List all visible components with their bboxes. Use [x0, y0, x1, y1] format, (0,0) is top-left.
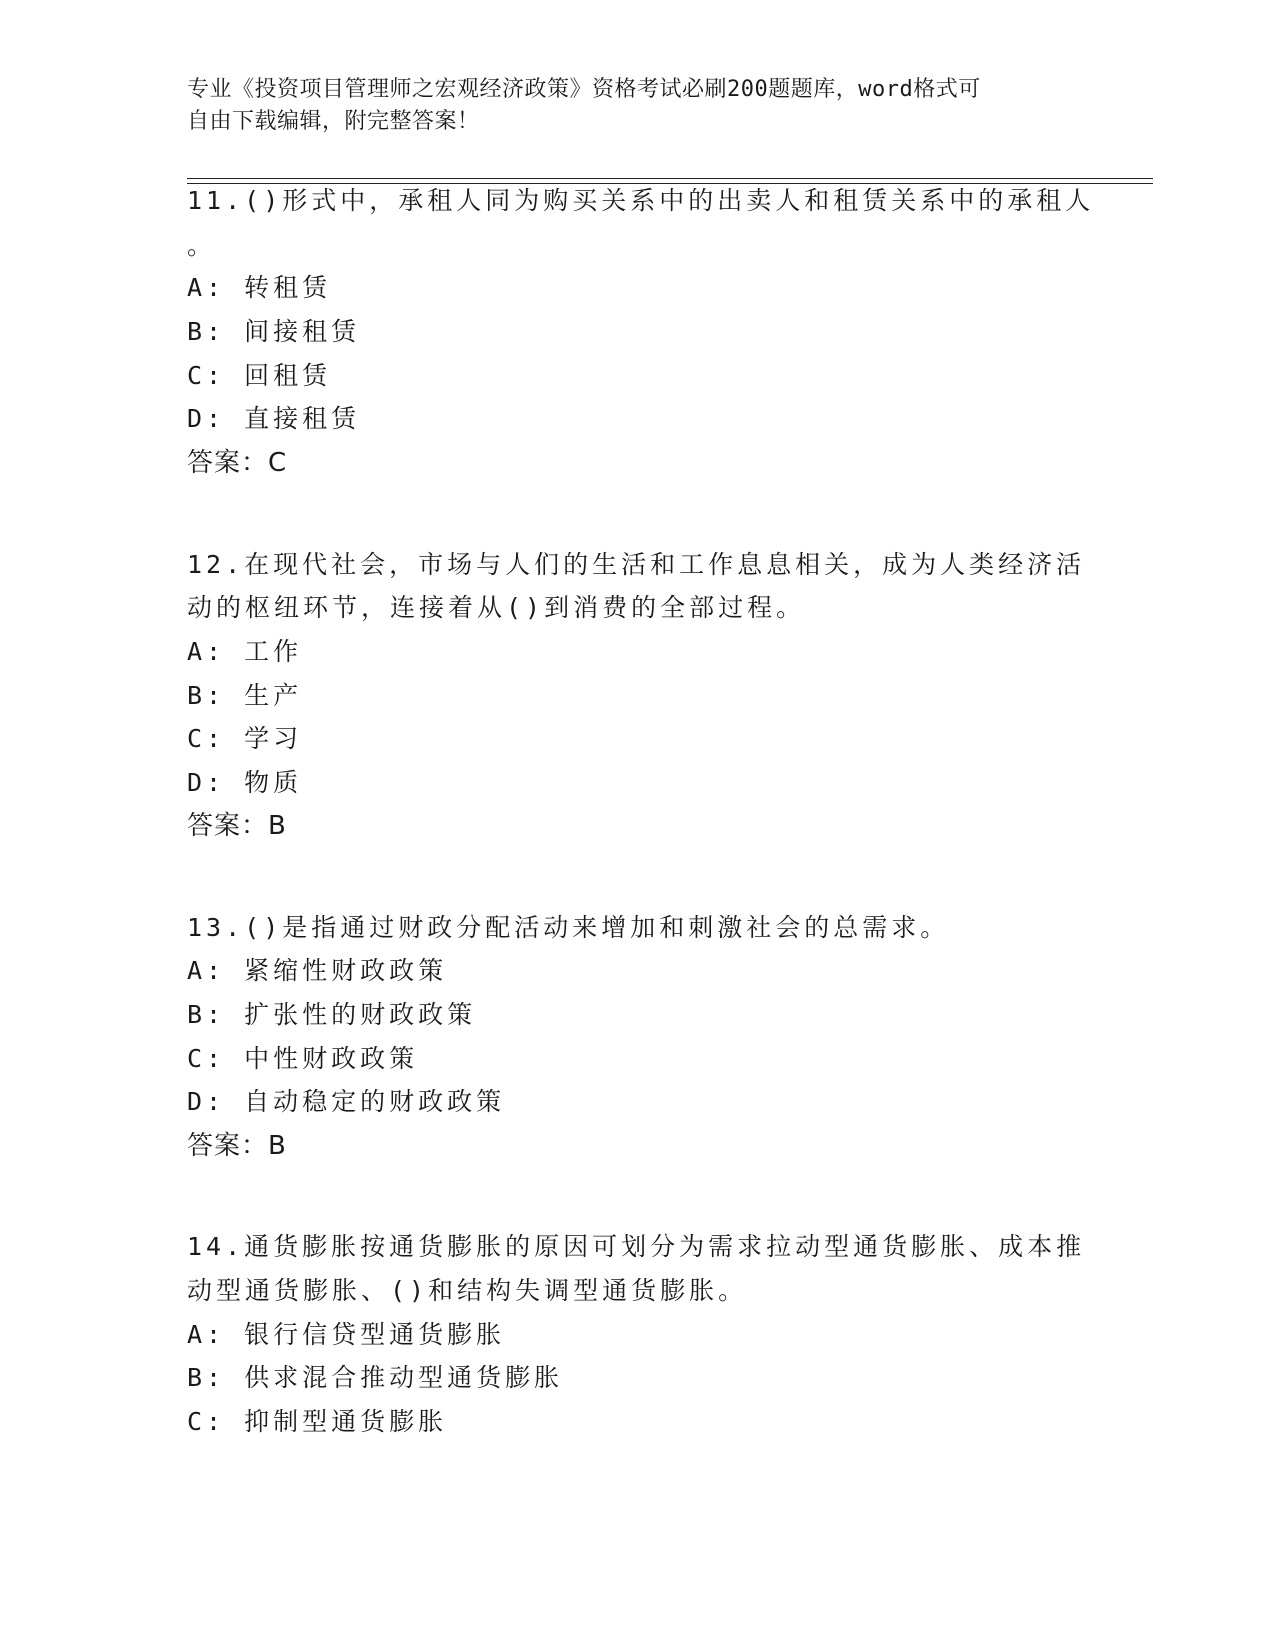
answer-label: 答案：C — [187, 448, 288, 478]
option-c: C: 抑制型通货膨胀 — [187, 1407, 448, 1436]
question-stem-line: 14.通货膨胀按通货膨胀的原因可划分为需求拉动型通货膨胀、成本推 — [187, 1232, 1086, 1261]
option-a: A: 转租赁 — [187, 273, 332, 302]
question-stem-line: 11.()形式中，承租人同为购买关系中的出卖人和租赁关系中的承租人 — [187, 186, 1095, 215]
answer-label: 答案：B — [187, 1131, 287, 1161]
header-divider-top — [187, 178, 1153, 179]
question-stem-line: 动的枢纽环节，连接着从()到消费的全部过程。 — [187, 593, 806, 622]
option-b: B: 间接租赁 — [187, 317, 361, 346]
option-d: D: 直接租赁 — [187, 404, 361, 433]
option-d: D: 物质 — [187, 768, 303, 797]
question-stem-line: 。 — [187, 231, 217, 260]
option-b: B: 生产 — [187, 681, 303, 710]
header-divider-bottom — [187, 183, 1153, 184]
option-c: C: 中性财政政策 — [187, 1044, 419, 1073]
option-a: A: 工作 — [187, 637, 303, 666]
option-c: C: 回租赁 — [187, 361, 332, 390]
document-header — [187, 74, 1087, 138]
option-b: B: 扩张性的财政政策 — [187, 1000, 477, 1029]
option-c: C: 学习 — [187, 724, 303, 753]
header-line-1: 专业《投资项目管理师之宏观经济政策》资格考试必刷200题题库，word格式可 — [187, 77, 981, 102]
question-stem-line: 13.()是指通过财政分配活动来增加和刺激社会的总需求。 — [187, 913, 950, 942]
header-line-2: 自由下载编辑，附完整答案！ — [187, 109, 480, 134]
question-stem-line: 12.在现代社会，市场与人们的生活和工作息息相关，成为人类经济活 — [187, 550, 1086, 579]
option-b: B: 供求混合推动型通货膨胀 — [187, 1363, 564, 1392]
option-a: A: 紧缩性财政政策 — [187, 956, 448, 985]
option-a: A: 银行信贷型通货膨胀 — [187, 1320, 506, 1349]
answer-label: 答案：B — [187, 811, 287, 841]
question-stem-line: 动型通货膨胀、()和结构失调型通货膨胀。 — [187, 1276, 748, 1305]
option-d: D: 自动稳定的财政政策 — [187, 1087, 506, 1116]
